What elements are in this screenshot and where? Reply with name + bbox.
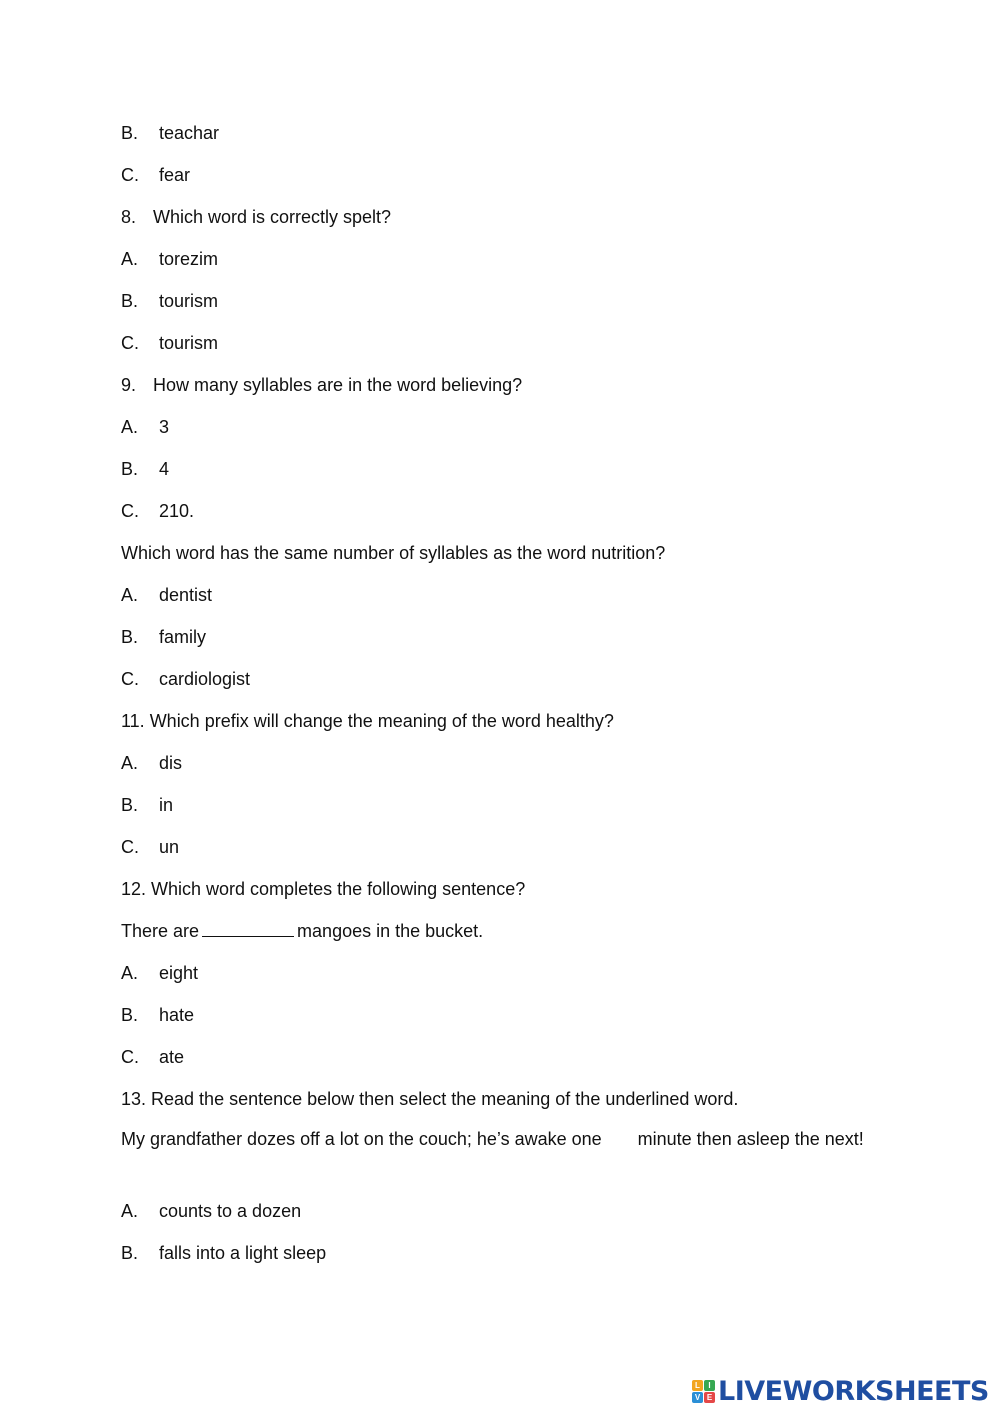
answer-blank[interactable] xyxy=(202,920,294,937)
option-b: B. family xyxy=(121,627,207,647)
option-a: A. dentist xyxy=(121,585,213,605)
option-c: C. fear xyxy=(121,165,191,185)
option-a: A. dis xyxy=(121,753,183,773)
question-9: 9. How many syllables are in the word believing? xyxy=(121,375,523,395)
question-8: 8. Which word is correctly spelt? xyxy=(121,207,392,227)
option-c: C. 210. xyxy=(121,501,195,521)
option-a: A. eight xyxy=(121,963,199,983)
option-b: B. tourism xyxy=(121,291,219,311)
liveworksheets-logo xyxy=(692,1375,989,1407)
sentence-12: There are mangoes in the bucket. xyxy=(121,921,484,941)
option-b: B. in xyxy=(121,795,174,815)
option-a: A. 3 xyxy=(121,417,170,437)
option-b: B. 4 xyxy=(121,459,170,479)
question-13: 13. Read the sentence below then select the meaning of the underlined word. xyxy=(121,1089,739,1109)
question-11: 11. Which prefix will change the meaning of the word healthy? xyxy=(121,711,614,731)
option-c: C. cardiologist xyxy=(121,669,251,689)
question-10: Which word has the same number of syllables as the word nutrition? xyxy=(121,543,666,563)
option-b: B. hate xyxy=(121,1005,195,1025)
question-12: 12. Which word completes the following sentence? xyxy=(121,879,526,899)
option-a: A. counts to a dozen xyxy=(121,1201,302,1221)
option-b: B. falls into a light sleep xyxy=(121,1243,327,1263)
option-a: A. torezim xyxy=(121,249,219,269)
liveworksheets-logo-icon: L I V E xyxy=(692,1380,715,1403)
option-b: B. teachar xyxy=(121,123,220,143)
logo-text: LIVEWORKSHEETS xyxy=(718,1375,989,1407)
option-c: C. ate xyxy=(121,1047,185,1067)
option-c: C. un xyxy=(121,837,180,857)
sentence-13: My grandfather dozes off a lot on the couch; he’s awake one minute then asleep the next! xyxy=(121,1129,864,1149)
option-c: C. tourism xyxy=(121,333,219,353)
